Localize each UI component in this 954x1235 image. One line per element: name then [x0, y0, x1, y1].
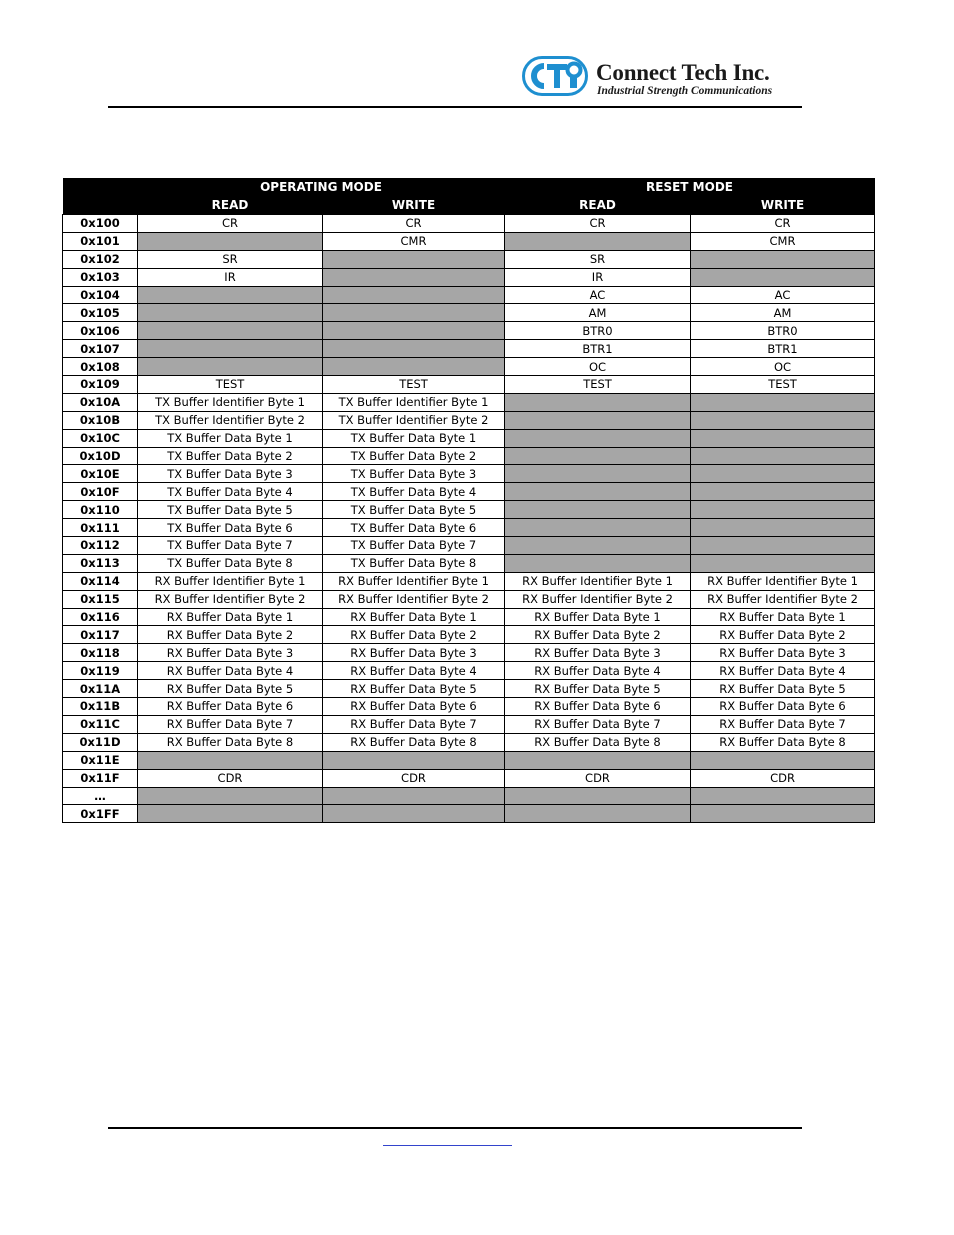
unused-cell — [138, 751, 323, 769]
register-cell: TX Buffer Data Byte 8 — [323, 554, 505, 572]
table-row — [63, 447, 875, 465]
register-address: 0x102 — [63, 250, 138, 268]
register-cell: TX Buffer Identifier Byte 1 — [323, 393, 505, 411]
register-rows — [63, 215, 875, 823]
register-cell: RX Buffer Data Byte 4 — [138, 662, 323, 680]
register-cell: RX Buffer Data Byte 8 — [323, 733, 505, 751]
register-cell: TX Buffer Data Byte 4 — [323, 483, 505, 501]
unused-cell — [691, 250, 875, 268]
table-row — [63, 429, 875, 447]
reset-write-header: WRITE — [691, 196, 875, 215]
register-address: 0x115 — [63, 590, 138, 608]
table-row — [63, 322, 875, 340]
unused-cell — [691, 805, 875, 823]
unused-cell — [323, 286, 505, 304]
register-cell: TX Buffer Identifier Byte 1 — [138, 393, 323, 411]
company-logo — [522, 56, 812, 100]
register-cell: RX Buffer Data Byte 1 — [691, 608, 875, 626]
unused-cell — [505, 501, 691, 519]
operating-mode-header: OPERATING MODE — [138, 178, 505, 196]
table-row — [63, 769, 875, 787]
company-name: Connect Tech Inc. — [596, 60, 770, 85]
header-blank-cell — [63, 178, 138, 196]
register-cell: CDR — [691, 769, 875, 787]
register-cell: OC — [505, 358, 691, 376]
register-address: 0x10C — [63, 429, 138, 447]
register-cell: RX Buffer Data Byte 6 — [323, 698, 505, 716]
register-cell: RX Buffer Data Byte 1 — [138, 608, 323, 626]
op-read-header: READ — [138, 196, 323, 215]
table-row — [63, 537, 875, 555]
register-cell: CDR — [323, 769, 505, 787]
unused-cell — [323, 268, 505, 286]
sub-header-row — [63, 196, 875, 215]
register-cell: RX Buffer Data Byte 3 — [138, 644, 323, 662]
group-header-row — [63, 178, 875, 196]
register-cell: RX Buffer Identifier Byte 2 — [323, 590, 505, 608]
unused-cell — [138, 286, 323, 304]
register-cell: RX Buffer Data Byte 4 — [505, 662, 691, 680]
table-row — [63, 250, 875, 268]
table-row — [63, 286, 875, 304]
unused-cell — [505, 519, 691, 537]
unused-cell — [691, 393, 875, 411]
unused-cell — [505, 805, 691, 823]
register-cell: TX Buffer Identifier Byte 2 — [323, 411, 505, 429]
register-cell: BTR1 — [505, 340, 691, 358]
register-cell: TX Buffer Data Byte 6 — [323, 519, 505, 537]
register-address: 0x11C — [63, 715, 138, 733]
register-cell: SR — [505, 250, 691, 268]
register-cell: RX Buffer Data Byte 4 — [323, 662, 505, 680]
unused-cell — [505, 787, 691, 805]
register-address: 0x111 — [63, 519, 138, 537]
register-cell: AM — [505, 304, 691, 322]
op-write-header: WRITE — [323, 196, 505, 215]
register-cell: RX Buffer Data Byte 5 — [138, 680, 323, 698]
unused-cell — [138, 304, 323, 322]
register-cell: RX Buffer Identifier Byte 1 — [138, 572, 323, 590]
table-row — [63, 572, 875, 590]
table-row — [63, 393, 875, 411]
unused-cell — [505, 554, 691, 572]
register-cell: AC — [505, 286, 691, 304]
unused-cell — [691, 429, 875, 447]
unused-cell — [691, 787, 875, 805]
table-row — [63, 358, 875, 376]
table-row — [63, 554, 875, 572]
register-address: 0x11F — [63, 769, 138, 787]
reset-mode-header: RESET MODE — [505, 178, 875, 196]
table-row — [63, 662, 875, 680]
table-row — [63, 411, 875, 429]
unused-cell — [323, 340, 505, 358]
unused-cell — [323, 787, 505, 805]
unused-cell — [138, 358, 323, 376]
register-cell: TEST — [691, 376, 875, 394]
register-cell: RX Buffer Data Byte 3 — [505, 644, 691, 662]
register-cell: RX Buffer Data Byte 8 — [505, 733, 691, 751]
register-cell: RX Buffer Identifier Byte 1 — [505, 572, 691, 590]
unused-cell — [691, 501, 875, 519]
register-address: 0x105 — [63, 304, 138, 322]
register-cell: RX Buffer Data Byte 8 — [691, 733, 875, 751]
table-row — [63, 751, 875, 769]
register-cell: BTR0 — [505, 322, 691, 340]
unused-cell — [138, 805, 323, 823]
register-address: 0x11E — [63, 751, 138, 769]
header-rule — [108, 106, 802, 108]
register-address: 0x10B — [63, 411, 138, 429]
register-address: 0x113 — [63, 554, 138, 572]
register-cell: TX Buffer Data Byte 1 — [138, 429, 323, 447]
table-row — [63, 519, 875, 537]
register-address: 0x109 — [63, 376, 138, 394]
register-cell: TEST — [323, 376, 505, 394]
register-cell: IR — [138, 268, 323, 286]
register-cell: RX Buffer Data Byte 1 — [323, 608, 505, 626]
register-cell: RX Buffer Data Byte 1 — [505, 608, 691, 626]
register-cell: RX Buffer Data Byte 2 — [691, 626, 875, 644]
register-address: 0x114 — [63, 572, 138, 590]
unused-cell — [323, 805, 505, 823]
register-address: 0x10E — [63, 465, 138, 483]
unused-cell — [138, 322, 323, 340]
table-row — [63, 340, 875, 358]
register-address: 0x108 — [63, 358, 138, 376]
table-row — [63, 787, 875, 805]
register-cell: AM — [691, 304, 875, 322]
table-row — [63, 590, 875, 608]
register-cell: RX Buffer Data Byte 6 — [138, 698, 323, 716]
register-cell: TX Buffer Data Byte 2 — [138, 447, 323, 465]
register-cell: RX Buffer Data Byte 2 — [323, 626, 505, 644]
register-cell: TX Buffer Identifier Byte 2 — [138, 411, 323, 429]
unused-cell — [505, 751, 691, 769]
register-cell: TX Buffer Data Byte 3 — [323, 465, 505, 483]
unused-cell — [138, 787, 323, 805]
register-cell: RX Buffer Data Byte 7 — [323, 715, 505, 733]
register-address: 0x10F — [63, 483, 138, 501]
register-cell: RX Buffer Data Byte 8 — [138, 733, 323, 751]
unused-cell — [691, 447, 875, 465]
register-cell: RX Buffer Data Byte 5 — [505, 680, 691, 698]
table-row — [63, 215, 875, 233]
unused-cell — [691, 537, 875, 555]
table-row — [63, 232, 875, 250]
unused-cell — [138, 340, 323, 358]
unused-cell — [138, 232, 323, 250]
unused-cell — [505, 483, 691, 501]
table-row — [63, 680, 875, 698]
register-cell: RX Buffer Identifier Byte 1 — [691, 572, 875, 590]
register-address: 0x119 — [63, 662, 138, 680]
register-cell: RX Buffer Data Byte 5 — [691, 680, 875, 698]
register-cell: TX Buffer Data Byte 7 — [138, 537, 323, 555]
register-address: … — [63, 787, 138, 805]
register-cell: RX Buffer Data Byte 6 — [505, 698, 691, 716]
register-address: 0x117 — [63, 626, 138, 644]
table-row — [63, 501, 875, 519]
footer-link[interactable] — [383, 1133, 512, 1146]
register-cell: RX Buffer Identifier Byte 2 — [138, 590, 323, 608]
table-row — [63, 715, 875, 733]
register-cell: OC — [691, 358, 875, 376]
table-row — [63, 698, 875, 716]
unused-cell — [505, 429, 691, 447]
unused-cell — [323, 751, 505, 769]
unused-cell — [691, 268, 875, 286]
register-cell: TX Buffer Data Byte 1 — [323, 429, 505, 447]
table-row — [63, 626, 875, 644]
register-cell: RX Buffer Identifier Byte 1 — [323, 572, 505, 590]
header-blank-cell — [63, 196, 138, 215]
register-address: 0x101 — [63, 232, 138, 250]
register-cell: TEST — [138, 376, 323, 394]
register-cell: TX Buffer Data Byte 6 — [138, 519, 323, 537]
reset-read-header: READ — [505, 196, 691, 215]
register-cell: RX Buffer Data Byte 7 — [505, 715, 691, 733]
register-cell: CR — [323, 215, 505, 233]
table-row — [63, 805, 875, 823]
register-address: 0x116 — [63, 608, 138, 626]
register-cell: TX Buffer Data Byte 8 — [138, 554, 323, 572]
register-address: 0x11D — [63, 733, 138, 751]
table-row — [63, 608, 875, 626]
register-cell: CMR — [323, 232, 505, 250]
register-cell: CR — [691, 215, 875, 233]
register-cell: RX Buffer Data Byte 2 — [138, 626, 323, 644]
register-cell: RX Buffer Data Byte 5 — [323, 680, 505, 698]
register-cell: CDR — [505, 769, 691, 787]
table-row — [63, 483, 875, 501]
unused-cell — [691, 519, 875, 537]
register-cell: RX Buffer Data Byte 4 — [691, 662, 875, 680]
unused-cell — [505, 465, 691, 483]
table-row — [63, 644, 875, 662]
register-cell: AC — [691, 286, 875, 304]
unused-cell — [691, 751, 875, 769]
register-cell: CR — [138, 215, 323, 233]
register-address: 0x112 — [63, 537, 138, 555]
cti-logo-icon — [522, 56, 588, 96]
unused-cell — [505, 232, 691, 250]
register-cell: IR — [505, 268, 691, 286]
register-address: 0x1FF — [63, 805, 138, 823]
unused-cell — [505, 447, 691, 465]
register-cell: TX Buffer Data Byte 5 — [138, 501, 323, 519]
unused-cell — [505, 411, 691, 429]
register-address: 0x103 — [63, 268, 138, 286]
register-cell: RX Buffer Data Byte 3 — [323, 644, 505, 662]
table-row — [63, 465, 875, 483]
register-address: 0x106 — [63, 322, 138, 340]
register-cell: RX Buffer Data Byte 3 — [691, 644, 875, 662]
table-row — [63, 733, 875, 751]
register-cell: TX Buffer Data Byte 4 — [138, 483, 323, 501]
table-row — [63, 304, 875, 322]
register-cell: RX Buffer Data Byte 2 — [505, 626, 691, 644]
register-cell: RX Buffer Data Byte 6 — [691, 698, 875, 716]
table-row — [63, 268, 875, 286]
register-cell: RX Buffer Identifier Byte 2 — [505, 590, 691, 608]
register-cell: TEST — [505, 376, 691, 394]
register-address: 0x11A — [63, 680, 138, 698]
register-cell: BTR1 — [691, 340, 875, 358]
unused-cell — [505, 537, 691, 555]
register-cell: TX Buffer Data Byte 7 — [323, 537, 505, 555]
register-cell: TX Buffer Data Byte 2 — [323, 447, 505, 465]
unused-cell — [323, 358, 505, 376]
unused-cell — [691, 483, 875, 501]
register-cell: CDR — [138, 769, 323, 787]
register-cell: RX Buffer Data Byte 7 — [138, 715, 323, 733]
register-address: 0x107 — [63, 340, 138, 358]
unused-cell — [691, 411, 875, 429]
register-cell: RX Buffer Identifier Byte 2 — [691, 590, 875, 608]
register-cell: TX Buffer Data Byte 5 — [323, 501, 505, 519]
register-cell: TX Buffer Data Byte 3 — [138, 465, 323, 483]
register-address: 0x118 — [63, 644, 138, 662]
register-address: 0x10D — [63, 447, 138, 465]
register-cell: CMR — [691, 232, 875, 250]
unused-cell — [323, 304, 505, 322]
unused-cell — [505, 393, 691, 411]
unused-cell — [691, 465, 875, 483]
register-address: 0x110 — [63, 501, 138, 519]
register-cell: RX Buffer Data Byte 7 — [691, 715, 875, 733]
unused-cell — [691, 554, 875, 572]
register-address: 0x10A — [63, 393, 138, 411]
register-address: 0x11B — [63, 698, 138, 716]
unused-cell — [323, 250, 505, 268]
register-cell: CR — [505, 215, 691, 233]
footer-rule — [108, 1127, 802, 1129]
register-map-table — [62, 178, 875, 823]
register-address: 0x104 — [63, 286, 138, 304]
unused-cell — [323, 322, 505, 340]
table-row — [63, 376, 875, 394]
register-address: 0x100 — [63, 215, 138, 233]
register-cell: BTR0 — [691, 322, 875, 340]
company-tagline: Industrial Strength Communications — [597, 85, 773, 97]
register-cell: SR — [138, 250, 323, 268]
